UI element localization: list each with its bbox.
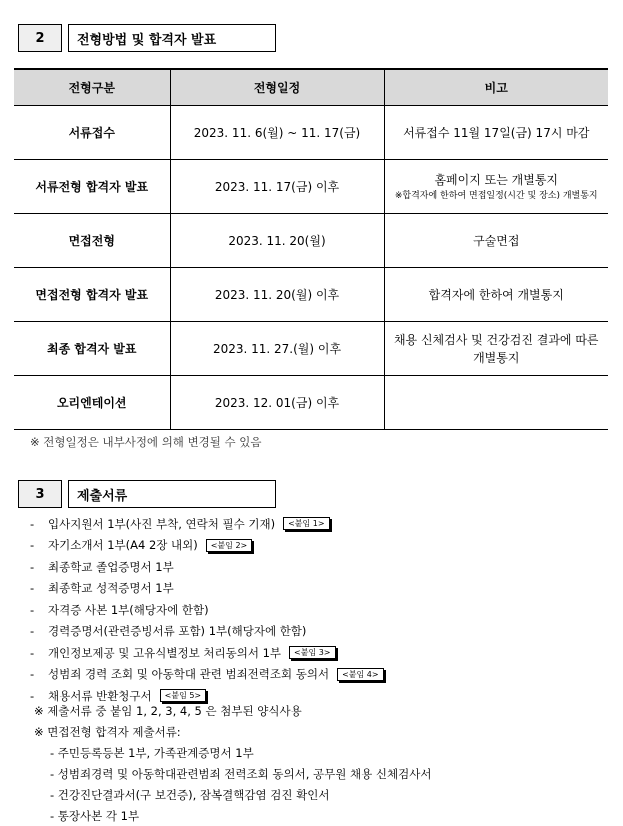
schedule-cell: 2023. 11. 20(월) 이후 [170,268,384,322]
remarks-subnote: ※합격자에 한하여 면접일정(시간 및 장소) 개별통지 [394,190,598,201]
document-text: 자격증 사본 1부(해당자에 한함) [48,602,209,617]
list-item [30,664,384,686]
table-row [14,160,608,214]
section-2-header [18,24,276,52]
document-text: 채용서류 반환청구서 [48,688,152,703]
document-text: 최종학교 졸업증명서 1부 [48,559,174,574]
section-title: 전형방법 및 합격자 발표 [68,24,276,52]
list-item [30,513,384,535]
list-item [30,642,384,664]
schedule-cell: 2023. 11. 17(금) 이후 [170,160,384,214]
list-dash: - [30,645,35,660]
category-cell: 서류전형 합격자 발표 [14,160,170,214]
table-row [14,214,608,268]
interview-docs-heading: ※ 면접전형 합격자 제출서류: [34,724,181,739]
document-text: 입사지원서 1부(사진 부착, 연락처 필수 기재) [48,516,276,531]
category-cell: 면접전형 [14,214,170,268]
list-item [30,556,384,578]
remarks-cell: 합격자에 한하여 개별통지 [384,268,608,322]
document-text: 최종학교 성적증명서 1부 [48,581,174,596]
column-header: 전형일정 [170,69,384,106]
table-row [14,268,608,322]
attachment-tag: <붙임 3> [289,646,336,659]
schedule-cell: 2023. 11. 20(월) [170,214,384,268]
list-item [30,578,384,600]
column-header: 비고 [384,69,608,106]
remarks-cell: 서류접수 11월 17일(금) 17시 마감 [384,106,608,160]
list-dash: - [30,581,35,596]
list-dash: - [30,667,35,682]
list-dash: - [30,624,35,639]
interview-doc-item: - 주민등록등본 1부, 가족관계증명서 1부 [50,745,254,760]
attachment-note: ※ 제출서류 중 붙임 1, 2, 3, 4, 5 은 첨부된 양식사용 [34,703,302,718]
list-dash: - [30,538,35,553]
schedule-cell: 2023. 11. 27.(월) 이후 [170,322,384,376]
documents-list [30,513,384,707]
remarks-cell: 채용 신체검사 및 건강검진 결과에 따른 개별통지 [384,322,608,376]
notes-block [34,700,431,826]
interview-doc-item: - 통장사본 각 1부 [50,808,140,823]
category-cell: 오리엔테이션 [14,376,170,430]
section-3-header [18,480,276,508]
list-item [30,599,384,621]
section-title: 제출서류 [68,480,276,508]
remarks-cell: 구술면접 [384,214,608,268]
list-item [30,535,384,557]
section-number: 3 [18,480,62,508]
remarks-cell [384,160,608,214]
document-text: 성범죄 경력 조회 및 아동학대 관련 범죄전력조회 동의서 [48,667,330,682]
list-dash: - [30,602,35,617]
remarks-text: 홈페이지 또는 개별통지 [434,172,559,187]
interview-doc-item: - 성범죄경력 및 아동학대관련범죄 전력조회 동의서, 공무원 채용 신체검사서 [50,766,432,781]
table-row [14,322,608,376]
interview-doc-item: - 건강진단결과서(구 보건증), 잠복결핵감염 검진 확인서 [50,787,330,802]
schedule-cell: 2023. 11. 6(월) ~ 11. 17(금) [170,106,384,160]
list-item [30,621,384,643]
category-cell: 면접전형 합격자 발표 [14,268,170,322]
column-header: 전형구분 [14,69,170,106]
schedule-cell: 2023. 12. 01(금) 이후 [170,376,384,430]
document-text: 경력증명서(관련증빙서류 포함) 1부(해당자에 한함) [48,624,307,639]
document-text: 개인정보제공 및 고유식별정보 처리동의서 1부 [48,645,282,660]
remarks-cell [384,376,608,430]
list-dash: - [30,688,35,703]
attachment-tag: <붙임 5> [160,689,207,702]
document-text: 자기소개서 1부(A4 2장 내외) [48,538,198,553]
table-row [14,376,608,430]
category-cell: 서류접수 [14,106,170,160]
list-dash: - [30,516,35,531]
table-row [14,106,608,160]
table-header-row [14,69,608,106]
category-cell: 최종 합격자 발표 [14,322,170,376]
list-dash: - [30,559,35,574]
section-number: 2 [18,24,62,52]
schedule-table [14,68,608,430]
schedule-note: ※ 전형일정은 내부사정에 의해 변경될 수 있음 [30,435,262,449]
attachment-tag: <붙임 1> [283,517,330,530]
attachment-tag: <붙임 4> [337,668,384,681]
attachment-tag: <붙임 2> [206,539,253,552]
